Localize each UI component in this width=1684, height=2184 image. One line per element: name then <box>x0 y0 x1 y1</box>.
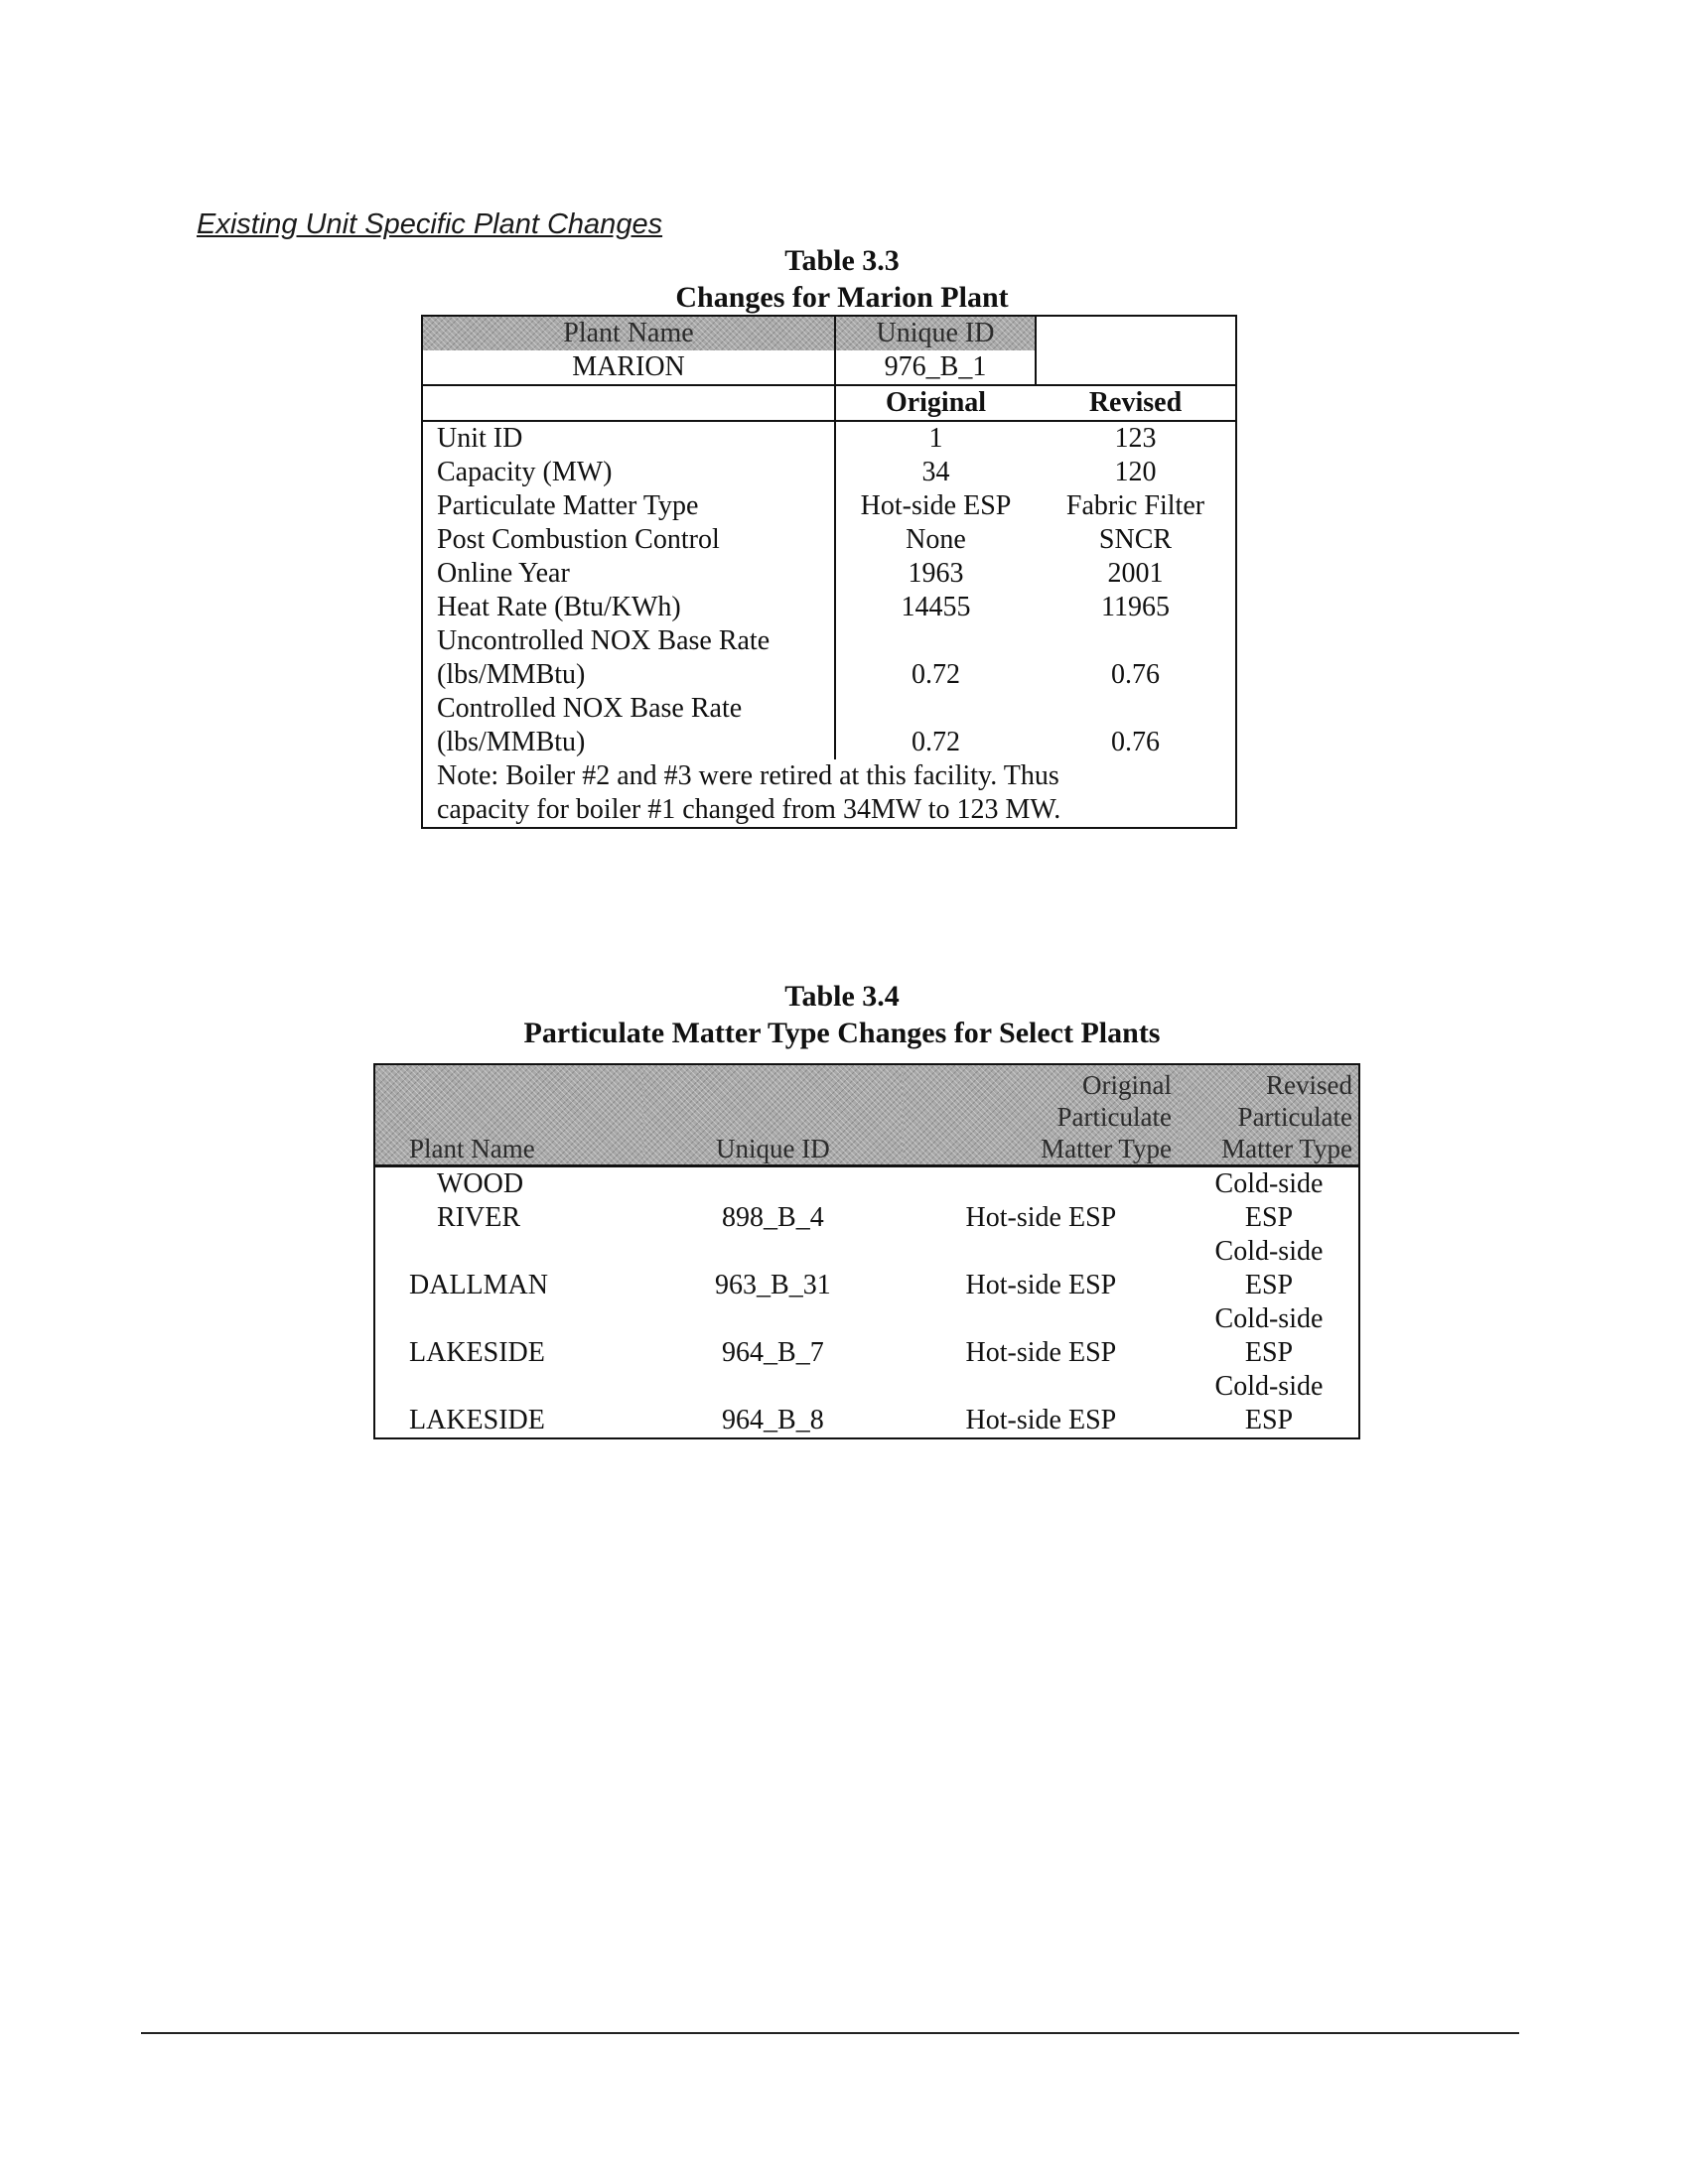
unique-id-header: Unique ID <box>835 316 1036 350</box>
revised-type-cell <box>1180 1235 1359 1302</box>
plant-name-cell <box>374 1235 643 1302</box>
revised-value: 123 <box>1114 423 1157 454</box>
table-row <box>422 489 1236 523</box>
revised-type-cell <box>1180 1166 1359 1236</box>
unique-id-value: 976_B_1 <box>835 350 1036 385</box>
original-header-line-1: Original <box>1081 1070 1172 1100</box>
table-row <box>422 624 1236 692</box>
row-label: Post Combustion Control <box>437 524 720 555</box>
plant-name-line-2: RIVER <box>437 1202 520 1233</box>
table-3-4-header-row <box>374 1064 1359 1166</box>
revised-line-2: ESP <box>1244 1202 1294 1233</box>
original-header-line-3: Matter Type <box>1041 1134 1172 1163</box>
original-value: 14455 <box>835 591 1036 624</box>
table-3-4-number: Table 3.4 <box>784 980 900 1013</box>
table-3-3-caption: Changes for Marion Plant <box>675 281 1009 314</box>
table-row <box>422 456 1236 489</box>
original-value: 34 <box>835 456 1036 489</box>
revised-line-2: ESP <box>1244 1270 1294 1300</box>
original-value: Hot-side ESP <box>835 489 1036 523</box>
column-header-row <box>422 385 1236 421</box>
revised-header-line-3: Matter Type <box>1221 1134 1352 1163</box>
table-row <box>374 1166 1359 1236</box>
blank-label-header <box>422 385 835 421</box>
revised-line-2: ESP <box>1244 1405 1294 1435</box>
unique-id-cell: 898_B_4 <box>722 1202 824 1233</box>
plant-name-value: MARION <box>422 350 835 385</box>
table-row <box>374 1370 1359 1438</box>
revised-pm-type-header <box>1180 1064 1359 1166</box>
table-row <box>374 1235 1359 1302</box>
note-row <box>422 759 1236 828</box>
unique-id-cell: 963_B_31 <box>715 1270 831 1300</box>
uncontrolled-label-line-2: (lbs/MMBtu) <box>437 659 586 690</box>
table-row <box>422 421 1236 456</box>
plant-name-cell <box>374 1302 643 1370</box>
unique-id-cell: 964_B_8 <box>722 1405 824 1435</box>
table-3-3 <box>421 315 1237 829</box>
note-line-2: capacity for boiler #1 changed from 34MW to 123 MW. <box>437 794 1061 825</box>
revised-header-line-1: Revised <box>1266 1070 1352 1100</box>
revised-value: 11965 <box>1101 592 1170 622</box>
revised-type-cell <box>1180 1370 1359 1438</box>
original-value: 1963 <box>835 557 1036 591</box>
table-3-4 <box>373 1063 1360 1439</box>
plant-name-header: Plant Name <box>422 316 835 350</box>
revised-line-1: Cold-side <box>1214 1168 1324 1199</box>
original-header-line-2: Particulate <box>1056 1102 1172 1132</box>
table-row <box>422 692 1236 759</box>
revised-value: 120 <box>1114 457 1157 487</box>
table-3-3-number: Table 3.3 <box>784 244 900 277</box>
revised-value: 2001 <box>1107 558 1164 589</box>
revised-line-2: ESP <box>1244 1337 1294 1368</box>
revised-value: 0.76 <box>1111 659 1160 690</box>
plant-name-line-1: WOOD <box>437 1168 524 1199</box>
original-pm-type-header <box>903 1064 1180 1166</box>
original-value: 0.72 <box>835 692 1036 759</box>
revised-value: Fabric Filter <box>1065 490 1205 521</box>
row-label: Heat Rate (Btu/KWh) <box>437 592 681 622</box>
empty-header-cell <box>1036 316 1236 385</box>
controlled-label-line-2: (lbs/MMBtu) <box>437 727 586 757</box>
original-column-header: Original <box>835 385 1036 421</box>
plant-name-line-2: DALLMAN <box>409 1270 548 1300</box>
original-value: None <box>835 523 1036 557</box>
original-type-cell: Hot-side ESP <box>965 1202 1117 1233</box>
row-label: Online Year <box>437 558 570 589</box>
original-type-cell: Hot-side ESP <box>965 1270 1117 1300</box>
original-value: 0.72 <box>835 624 1036 692</box>
row-label: Unit ID <box>437 423 523 454</box>
table-row <box>422 523 1236 557</box>
table-3-3-header-row <box>422 316 1236 350</box>
table-row <box>422 557 1236 591</box>
original-type-cell: Hot-side ESP <box>965 1405 1117 1435</box>
section-title: Existing Unit Specific Plant Changes <box>197 208 663 240</box>
revised-type-cell <box>1180 1302 1359 1370</box>
controlled-label-line-1: Controlled NOX Base Rate <box>437 693 743 724</box>
table-row <box>422 591 1236 624</box>
plant-name-line-2: LAKESIDE <box>409 1337 545 1368</box>
unique-id-cell: 964_B_7 <box>722 1337 824 1368</box>
unique-id-header: Unique ID <box>643 1064 903 1166</box>
note-line-1: Note: Boiler #2 and #3 were retired at this facility. Thus <box>437 760 1059 791</box>
plant-name-cell <box>374 1166 643 1236</box>
revised-value: 0.76 <box>1111 727 1160 757</box>
footer-rule <box>141 2032 1519 2034</box>
revised-header-line-2: Particulate <box>1237 1102 1352 1132</box>
row-label <box>422 692 835 759</box>
plant-name-cell <box>374 1370 643 1438</box>
revised-line-1: Cold-side <box>1214 1236 1324 1267</box>
row-label: Particulate Matter Type <box>437 490 699 521</box>
row-label: Capacity (MW) <box>437 457 613 487</box>
row-label <box>422 624 835 692</box>
uncontrolled-label-line-1: Uncontrolled NOX Base Rate <box>437 625 771 656</box>
revised-value: SNCR <box>1098 524 1173 555</box>
revised-column-header: Revised <box>1036 385 1236 421</box>
original-value: 1 <box>835 421 1036 456</box>
table-row <box>374 1302 1359 1370</box>
original-type-cell: Hot-side ESP <box>965 1337 1117 1368</box>
revised-line-1: Cold-side <box>1214 1303 1324 1334</box>
table-3-4-caption: Particulate Matter Type Changes for Select Plants <box>523 1017 1161 1049</box>
plant-name-header: Plant Name <box>374 1064 643 1166</box>
revised-line-1: Cold-side <box>1214 1371 1324 1402</box>
table-note <box>422 759 1236 828</box>
plant-name-line-2: LAKESIDE <box>409 1405 545 1435</box>
